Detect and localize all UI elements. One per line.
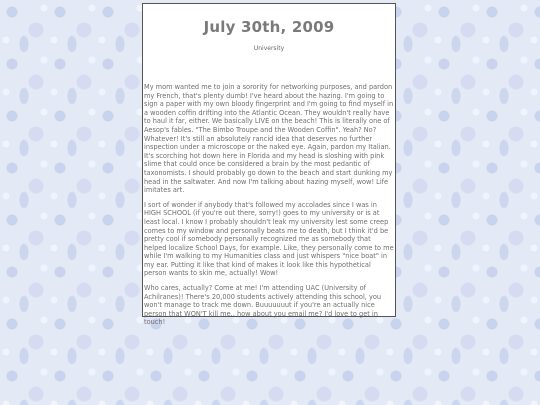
- post-paragraph: I sort of wonder if anybody that's followed my accolades since I was in HIGH SCHOOL (if you're out there, sorry!) goes to my university or is at least local. I know I probably shouldn't leak my university lest some creep comes to my window and personally beats me to death, but I think it'd be pretty cool if somebody personally recognized me as somebody that helped localize School Days, for example. Like, they personally come to me while I'm walking to my Humanities class and just whispers "nice boat" in my ear. Putting it like that kind of makes it look like this hypothetical person wants to skin me, actually! Wow!: [144, 200, 394, 278]
- blog-post-panel: [142, 3, 396, 327]
- post-body: [143, 83, 395, 327]
- post-title: July 30th, 2009: [203, 18, 335, 36]
- post-paragraph: My mom wanted me to join a sorority for networking purposes, and pardon my French, that's plenty dumb! I've heard about the hazing. I'm going to sign a paper with my own bloody fingerprint and I'm going to find myself in a wooden coffin drifting into the Atlantic Ocean. They wouldn't really have to haul it far, either. We basically LIVE on the beach! This is literally one of Aesop's fables. "The Bimbo Troupe and the Wooden Coffin". Yeah? No? Whatever! It's still an absolutely rancid idea that deserves no further inspection under a microscope or the naked eye. Again, pardon my Italian. It's scorching hot down here in Florida and my head is sloshing with pink slime that could once be considered a brain by the most pedantic of taxonomists. I should probably go down to the beach and start dunking my head in the saltwater. And now I'm talking about hazing myself, wow! Life imitates art.: [144, 83, 394, 195]
- post-paragraph: Who cares, actually? Come at me! I'm attending UAC (University of Achilranes)! There's 20,000 students actively attending this school, you won't manage to track me down. Buuuuuuut if you're an actually nice person that WON'T kill me.. how about you email me? I'd love to get in touch!: [144, 284, 382, 327]
- post-category: University: [253, 45, 285, 52]
